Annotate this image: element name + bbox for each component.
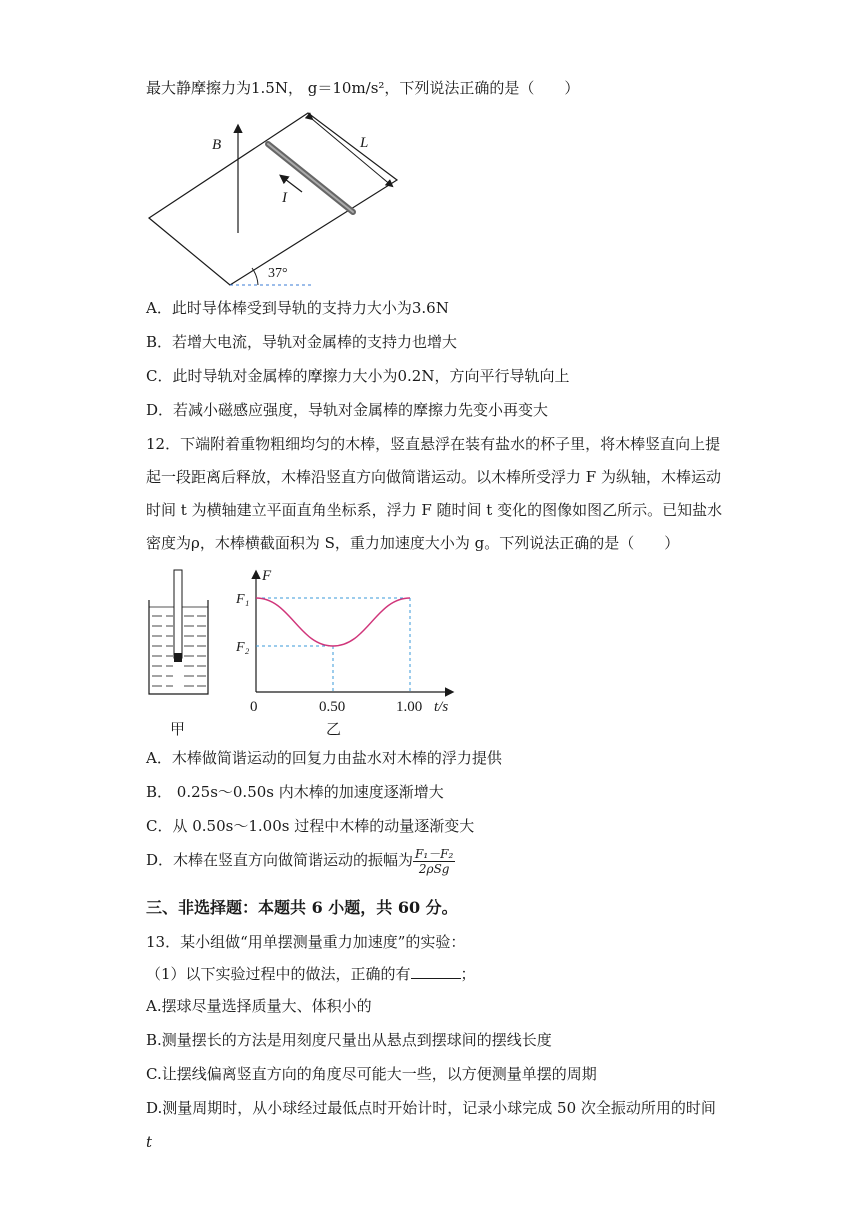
q11-option-c: C．此时导轨对金属棒的摩擦力大小为0.2N，方向平行导轨向上 — [146, 367, 570, 385]
continuation-t: t — [146, 1133, 153, 1151]
origin-label: 0 — [250, 699, 258, 715]
q13-option-d: D.测量周期时，从小球经过最低点时开始计时，记录小球完成 50 次全振动所用的时间 — [146, 1099, 716, 1117]
q12-option-d — [146, 846, 455, 876]
q12-stem-line-1: 12．下端附着重物粗细均匀的木棒，竖直悬浮在装有盐水的杯子里，将木棒竖直向上提 — [146, 435, 721, 453]
q13-sub1-suffix: ； — [460, 965, 476, 983]
tick-label-100: 1.00 — [396, 699, 423, 715]
q13-option-a: A.摆球尽量选择质量大、体积小的 — [146, 997, 372, 1015]
f-t-graph — [235, 568, 452, 715]
f1-label: F₁ — [236, 592, 250, 607]
tick-label-050: 0.50 — [319, 699, 346, 715]
fraction-numerator: F₁－F₂ — [415, 846, 454, 861]
axis-f-label: F — [262, 568, 272, 584]
angle-label: 37° — [268, 266, 288, 281]
figure-inclined-rail — [140, 108, 420, 293]
q13-option-b: B.测量摆长的方法是用刻度尺量出从悬点到摆球间的摆线长度 — [146, 1031, 552, 1049]
q12-stem-line-3: 时间 t 为横轴建立平面直角坐标系，浮力 F 随时间 t 变化的图像如图乙所示。已知盐水 — [146, 501, 723, 519]
fraction-denominator: 2ρSg — [418, 861, 450, 876]
q12-option-b: B． 0.25s～0.50s 内木棒的加速度逐渐增大 — [146, 783, 444, 801]
f2-label: F₂ — [236, 640, 250, 655]
answer-blank[interactable] — [411, 964, 461, 979]
amplitude-fraction — [413, 847, 455, 876]
q13-title: 13．某小组做“用单摆测量重力加速度”的实验： — [146, 933, 466, 951]
caption-jia: 甲 — [170, 722, 186, 738]
q13-option-c: C.让摆线偏离竖直方向的角度尽可能大一些，以方便测量单摆的周期 — [146, 1065, 597, 1083]
q11-option-a: A．此时导体棒受到导轨的支持力大小为3.6N — [146, 299, 449, 317]
length-label: L — [360, 135, 369, 151]
b-field-label: B — [212, 137, 222, 153]
q11-option-d: D．若减小磁感应强度，导轨对金属棒的摩擦力先变小再变大 — [146, 401, 549, 419]
q12-stem-line-2: 起一段距离后释放，木棒沿竖直方向做简谐运动。以木棒所受浮力 F 为纵轴，木棒运动 — [146, 468, 721, 486]
t-axis-label: t/s — [434, 699, 449, 715]
wooden-stick — [174, 570, 182, 658]
section-heading: 三、非选择题：本题共 6 小题，共 60 分。 — [146, 898, 458, 917]
q12-option-a: A．木棒做简谐运动的回复力由盐水对木棒的浮力提供 — [146, 749, 502, 767]
length-dimension — [312, 119, 392, 186]
q12-option-d-text: D．木棒在竖直方向做简谐运动的振幅为 — [146, 851, 414, 869]
question-intro-line: 最大静摩擦力为1.5N， g＝10m/s²，下列说法正确的是（ ） — [146, 79, 580, 97]
beaker-diagram — [149, 570, 208, 694]
q11-option-b: B．若增大电流，导轨对金属棒的支持力也增大 — [146, 333, 458, 351]
figure-buoyancy — [140, 564, 470, 740]
q13-sub1-prefix: （1）以下实验过程中的做法，正确的有 — [146, 965, 411, 983]
caption-yi: 乙 — [326, 722, 342, 738]
q12-option-c: C．从 0.50s～1.00s 过程中木棒的动量逐渐变大 — [146, 817, 475, 835]
q12-stem-line-4: 密度为ρ，木棒横截面积为 S，重力加速度大小为 g。下列说法正确的是（ ） — [146, 534, 680, 552]
buoyancy-curve — [256, 598, 410, 646]
q13-sub1 — [146, 964, 476, 984]
current-label: I — [282, 190, 287, 206]
weight-block — [174, 653, 182, 662]
